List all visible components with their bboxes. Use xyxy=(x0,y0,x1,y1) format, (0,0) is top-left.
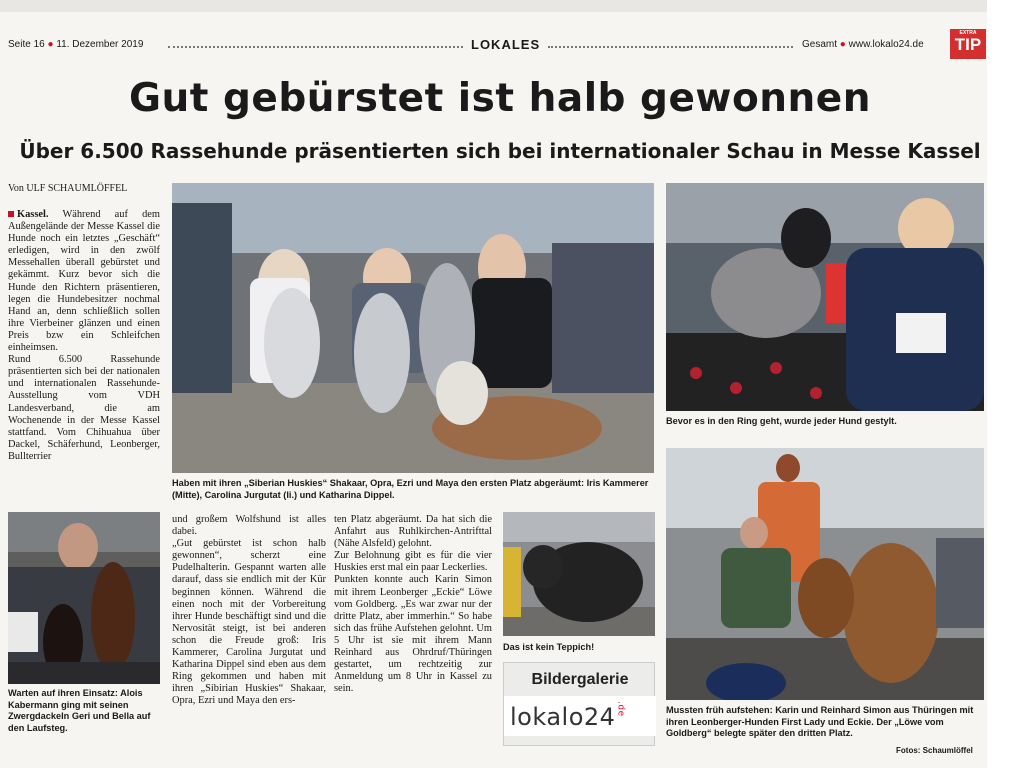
photo-credit: Fotos: Schaumlöffel xyxy=(896,746,973,755)
gallery-link[interactable] xyxy=(503,662,655,746)
paragraph: ten Platz abgeräumt. Da hat sich die Anfahrt aus Ruhlkirchen-Antrifttal (Nähe Alsfeld) gelohnt. xyxy=(334,514,492,550)
page-info xyxy=(8,39,143,50)
subheadline: Über 6.500 Rassehunde präsentierten sich bei internationaler Schau in Messe Kassel xyxy=(19,139,981,163)
groomed-caption: Bevor es in den Ring geht, wurde jeder Hund gestylt. xyxy=(666,416,897,426)
huskies-caption: Haben mit ihren „Siberian Huskies“ Shakaar, Opra, Ezri und Maya den ersten Platz abgeräumt: Iris Kammerer (Mitte), Carolina Jurgutat (li.) und Katharina Dippel. xyxy=(172,478,649,500)
header-rule-left xyxy=(168,46,463,48)
header-rule-right xyxy=(548,46,793,48)
komondor-photo-image xyxy=(503,512,655,636)
headline: Gut gebürstet ist halb gewonnen xyxy=(129,76,871,121)
edition-name: Gesamt xyxy=(802,39,838,50)
page-number: Seite 16 xyxy=(8,39,45,50)
leonberger-photo xyxy=(666,448,984,700)
paragraph xyxy=(8,209,160,354)
byline: Von ULF SCHAUMLÖFFEL xyxy=(8,183,128,194)
paragraph: „Gut gebürstet ist schon halb gewonnen“, scherzt eine Pudelhalterin. Gespannt warten alle darauf, dass sie endlich mit der Kür beginnen können. Während die einen noch mit der Vorbereitung ihrer Hunde beschäftigt sind und die Nervosität steigt, ist bei anderen schon die Freude groß: Iris Kammerer, Carolina Jurgutat und Katharina Dippel sind eben aus dem Ring gekommen und haben mit ihren „Sibirian Huskies“ Shakaar, Opra, Ezri und Maya den ers- xyxy=(172,538,326,707)
text-column-3 xyxy=(334,514,492,695)
komondor-photo xyxy=(503,512,655,636)
edition-info xyxy=(802,39,924,50)
paragraph: Zur Belohnung gibt es für die vier Huskies erst mal ein paar Leckerlies. xyxy=(334,550,492,574)
text-column-1 xyxy=(8,209,160,463)
paragraph-text: Während auf dem Außengelände der Messe Kassel die Hunde noch ein letztes „Geschäft“ erledigen, wird in den zwölf Messehallen überall gebürstet und gekämmt. Kurz bevor sich die Hunde den Richtern präsentieren, legen die Hundebesitzer nochmal Hand an, denn schließlich sollen ihre Vierbeiner glänzen und einen Preis bzw ein Schleifchen einheimsen. xyxy=(8,209,160,354)
logo-text: lokalo24 xyxy=(510,703,616,731)
right-margin xyxy=(987,0,1017,768)
tip-logo xyxy=(950,29,986,59)
top-edge xyxy=(0,0,1017,12)
page-header xyxy=(8,30,983,58)
page-date: 11. Dezember 2019 xyxy=(56,39,144,50)
huskies-photo-image xyxy=(172,183,654,473)
huskies-photo xyxy=(172,183,654,473)
dateline-city: Kassel. xyxy=(8,209,48,220)
komondor-caption: Das ist kein Teppich! xyxy=(503,642,595,652)
paragraph: Rund 6.500 Rassehunde präsentierten sich bei der nationalen und internationalen Rassehunde-Ausstellung vom VDH Landesverband, die am Wochenende in der Messe Kassel stattfand. Vom Chihuahua über Dackel, Schäferhund, Leonberger, Bullterrier xyxy=(8,354,160,462)
leonberger-caption: Mussten früh aufstehen: Karin und Reinhard Simon aus Thüringen mit ihren Leonberger-Hunden First Lady und Eckie. Der „Löwe vom Goldberg“ belegte später den dritten Platz. xyxy=(666,705,974,738)
text-column-2 xyxy=(172,514,326,708)
gallery-title: Bildergalerie xyxy=(531,671,629,688)
website-link[interactable]: www.lokalo24.de xyxy=(848,39,924,50)
dachshund-photo xyxy=(8,512,160,684)
tip-logo-extra: EXTRA xyxy=(959,30,977,36)
groomed-dog-photo xyxy=(666,183,984,411)
section-title: LOKALES xyxy=(471,37,541,52)
separator-dot: ● xyxy=(47,39,57,50)
paragraph: und großem Wolfshund ist alles dabei. xyxy=(172,514,326,538)
lokalo24-logo xyxy=(510,703,625,731)
separator-dot: ● xyxy=(839,39,849,50)
logo-tld: .de xyxy=(615,701,626,717)
leonberger-photo-image xyxy=(666,448,984,700)
paragraph: Punkten konnte auch Karin Simon mit ihrem Leonberger „Eckie“ Löwe vom Goldberg. „Es war zwar nur der dritte Platz, aber immerhin.“ So habe sich das frühe Aufstehen gelohnt. Um 5 Uhr ist sie mit ihrem Mann Reinhard aus Ohrdruf/Thüringen gestartet, um rechtzeitig zur Anmeldung um 8 Uhr in Kassel zu sein. xyxy=(334,574,492,695)
dachshund-caption: Warten auf ihren Einsatz: Alois Kabermann ging mit seinen Zwergdackeln Geri und Bella auf den Laufsteg. xyxy=(8,688,151,733)
tip-logo-text: TIP xyxy=(954,35,982,54)
groomed-dog-photo-image xyxy=(666,183,984,411)
dachshund-photo-image xyxy=(8,512,160,684)
